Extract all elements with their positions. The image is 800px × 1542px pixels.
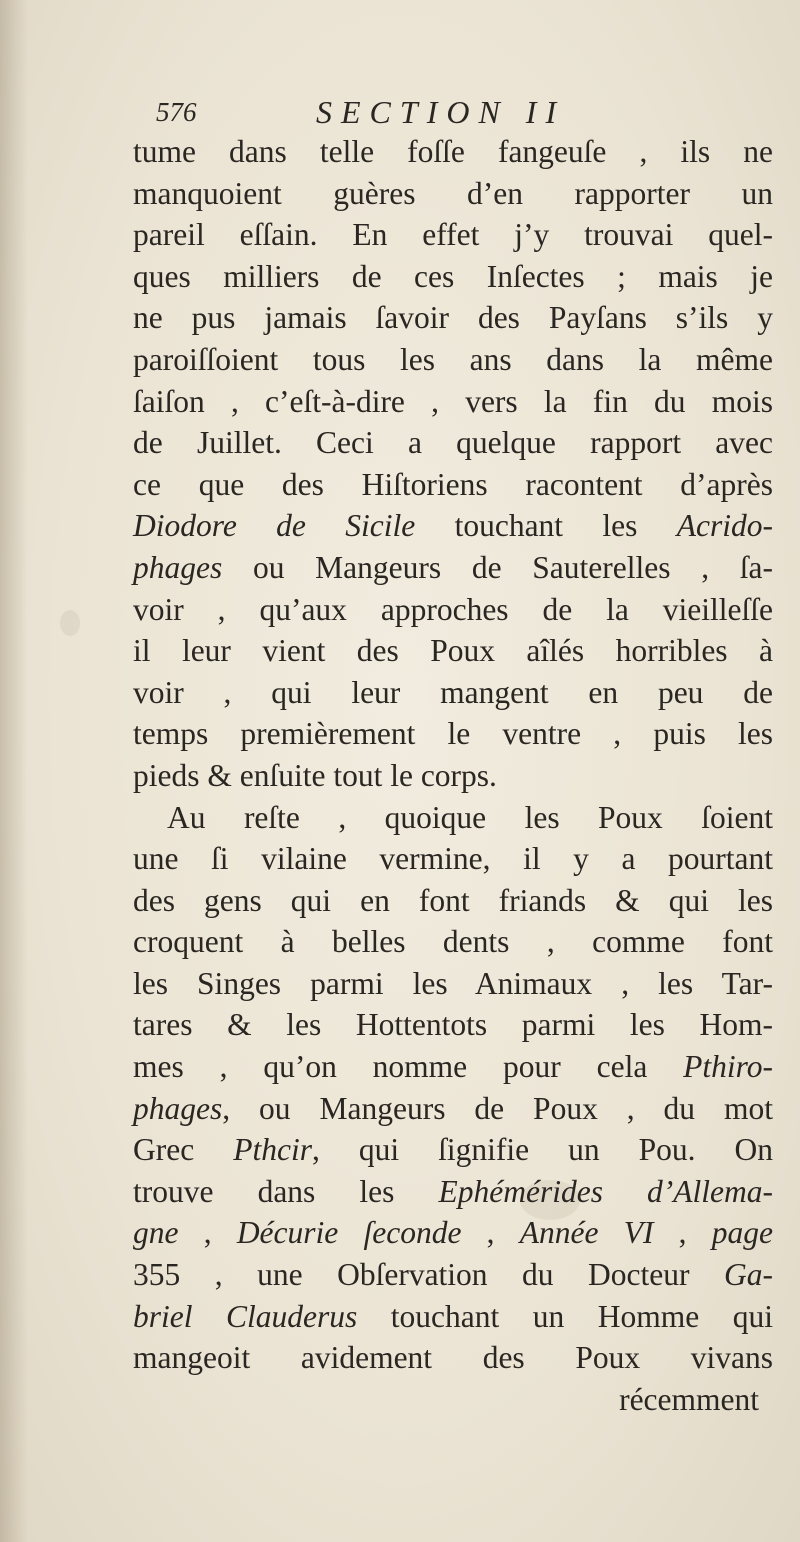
citation-italic: Décurie ſeconde <box>236 1215 462 1251</box>
page-header <box>156 92 676 132</box>
citation-italic: page <box>711 1215 773 1251</box>
term-italic: Acrido- <box>676 508 773 544</box>
term-italic: Pthcir <box>233 1132 312 1168</box>
text-run: 355 , une Obſervation du Docteur <box>133 1257 724 1293</box>
text-run: , <box>178 1215 237 1251</box>
catchword-line <box>133 1379 773 1421</box>
text-line: croquent à belles dents , comme font <box>133 924 773 960</box>
author-name: briel Clauderus <box>133 1298 358 1334</box>
text-line: des gens qui en font friands & qui les <box>133 882 773 918</box>
text-run: , qui ſignifie un Pou. On <box>311 1132 774 1168</box>
term-italic: phages <box>133 1090 223 1126</box>
work-title: gne <box>133 1215 179 1251</box>
citation-italic: Année VI <box>519 1215 654 1251</box>
text-run: , <box>653 1215 712 1251</box>
text-line <box>133 1254 773 1296</box>
catchword: récemment <box>619 1381 759 1417</box>
text-line: tume dans telle foſſe fangeuſe , ils ne <box>133 134 773 169</box>
text-line: voir , qu’aux approches de la vieilleſſe <box>133 591 773 627</box>
text-line <box>133 1046 773 1088</box>
text-line: ce que des Hiſtoriens racontent d’après <box>133 466 773 502</box>
text-run: , ou Mangeurs de Poux , du mot <box>222 1090 773 1126</box>
text-line: ne pus jamais ſavoir des Payſans s’ils y <box>133 300 773 336</box>
paragraph-start-line: Au reſte , quoique les Poux ſoient <box>167 799 773 835</box>
term-italic: Pthiro- <box>683 1049 773 1085</box>
text-line: pieds & enſuite tout le corps. <box>133 757 497 793</box>
text-line: pareil eſſain. En effet j’y trouvai quel- <box>133 217 773 253</box>
text-run: trouve dans les <box>133 1173 395 1209</box>
text-line: temps premièrement le ventre , puis les <box>133 716 773 752</box>
text-run: mes , qu’on nomme pour cela <box>133 1049 648 1085</box>
text-line: ſaiſon , c’eſt-à-dire , vers la fin du mois <box>133 383 773 419</box>
author-name: Diodore de Sicile <box>133 508 416 544</box>
work-title: Ephémérides d’Allema- <box>438 1173 773 1209</box>
text-line: voir , qui leur mangent en peu de <box>133 674 773 710</box>
term-italic: phages <box>133 549 223 585</box>
text-run: , <box>461 1215 520 1251</box>
text-line <box>133 1296 773 1338</box>
text-line <box>133 505 773 547</box>
text-line <box>133 1212 773 1254</box>
author-name: Ga- <box>724 1257 773 1293</box>
page-number: 576 <box>156 97 197 127</box>
text-line: une ſi vilaine vermine, il y a pourtant <box>133 841 773 877</box>
text-run: touchant un Homme qui <box>357 1298 773 1334</box>
running-head: SECTION II <box>316 94 566 130</box>
text-line <box>133 1129 773 1171</box>
text-run: ou Mangeurs de Sauterelles , ſa- <box>222 549 773 585</box>
body-text <box>133 131 773 1420</box>
text-line: paroiſſoient tous les ans dans la même <box>133 341 773 377</box>
text-line: manquoient guères d’en rapporter un <box>133 175 773 211</box>
text-run: touchant les <box>415 508 677 544</box>
text-line: tares & les Hottentots parmi les Hom- <box>133 1007 773 1043</box>
text-line: ques milliers de ces Inſectes ; mais je <box>133 258 773 294</box>
text-run: Grec <box>133 1132 195 1168</box>
paper-stain <box>60 610 80 636</box>
text-line: il leur vient des Poux aîlés horribles à <box>133 633 773 669</box>
text-line: les Singes parmi les Animaux , les Tar- <box>133 965 773 1001</box>
text-line: de Juillet. Ceci a quelque rapport avec <box>133 425 773 461</box>
text-line <box>133 547 773 589</box>
text-line <box>133 1088 773 1130</box>
text-line: mangeoit avidement des Poux vivans <box>133 1340 773 1376</box>
text-line <box>133 1171 773 1213</box>
page-gutter-shadow <box>0 0 28 1542</box>
